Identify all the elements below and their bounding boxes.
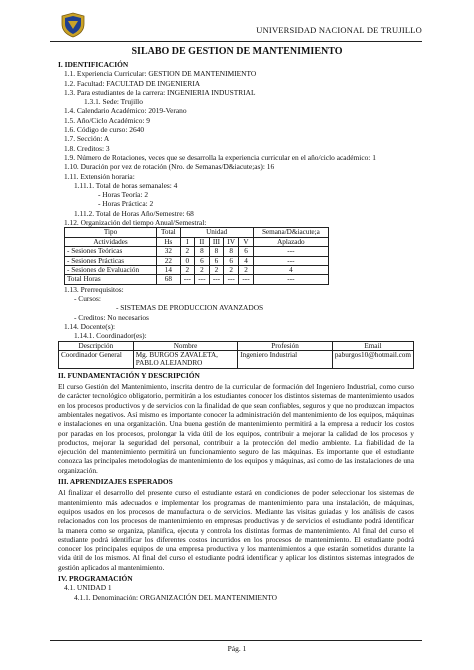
- footer-rule: [50, 640, 422, 641]
- table-header-cell: Profesión: [238, 341, 333, 350]
- text-line: 1.3.1. Sede: Trujillo: [84, 97, 143, 107]
- table-cell: ---: [253, 256, 328, 265]
- table-cell: - Sesiones Teóricas: [65, 247, 157, 256]
- table-cell: Coordinador General: [59, 350, 134, 368]
- table-header-cell: Tipo: [65, 228, 157, 237]
- table-cell: ---: [239, 275, 254, 284]
- text-line: 1.7. Sección: A: [64, 134, 110, 144]
- university-logo-icon: [60, 12, 86, 38]
- table-cell: Ingeniero Industrial: [238, 350, 333, 368]
- table-header-cell: Unidad: [180, 228, 253, 237]
- text-line: - Cursos:: [74, 294, 101, 304]
- docentes-table: [58, 341, 414, 369]
- table-row: [65, 265, 329, 274]
- table-cell: - Sesiones Prácticas: [65, 256, 157, 265]
- table-header-row: [65, 228, 329, 237]
- table-header-cell: Total: [157, 228, 181, 237]
- table-cell: ---: [253, 275, 328, 284]
- text-line: 1.14.1. Coordinador(es):: [74, 331, 147, 341]
- table-cell: - Sesiones de Evaluación: [65, 265, 157, 274]
- text-line: 1.4. Calendario Académico: 2019-Verano: [64, 106, 187, 116]
- table-header-cell: III: [209, 237, 224, 246]
- table-cell: 0: [180, 256, 195, 265]
- text-line: 1.11. Extensión horaria:: [64, 171, 135, 181]
- time-organization-table: [64, 227, 329, 284]
- table-header-cell: Actividades: [65, 237, 157, 246]
- table-header-cell: Hs: [157, 237, 181, 246]
- table-header-cell: IV: [224, 237, 239, 246]
- table-cell: 2: [239, 265, 254, 274]
- table-cell: 6: [239, 247, 254, 256]
- table-cell: ---: [209, 275, 224, 284]
- paragraph-aprendizajes: Al finalizar el desarrollo del presente curso el estudiante estará en condiciones de poder seleccionar los sistemas de mantenimiento más adecuados e implementar los programas de mantenimiento para una instalación, de máquinas, equipos usados en los procesos de manufactura o de servicios. Mediante las visitas guiadas y los análisis de casos relacionados con los procesos de mantenimiento en empresas productivas y de servicios el estudiante podrá identificar la manera como se organiza, planifica, ejecuta y controla los distintas formas de mantenimiento. Al final del curso el estudiante podrá identificar los diferentes costos incurridos en los procesos de mantenimiento. El estudiante podrá conocer los principales equipos de una empresa productiva y los mantenimientos a que estarán sometidos durante la vida útil de los mismos. Al final del curso el estudiante podrá identificar y aplicar los distintos sistemas integrados de gestión aplicados al mantenimiento.: [58, 488, 414, 572]
- table-cell: Total Horas: [65, 275, 157, 284]
- document-body: [58, 58, 414, 602]
- text-line: 1.3. Para estudiantes de la carrera: INGENIERIA INDUSTRIAL: [64, 87, 256, 97]
- section-heading-fundamentacion: II. FUNDAMENTACIÓN Y DESCRIPCIÓN: [58, 370, 200, 380]
- table-header-cell: II: [195, 237, 210, 246]
- table-cell: 2: [195, 265, 210, 274]
- table-cell: 68: [157, 275, 181, 284]
- table-cell: 22: [157, 256, 181, 265]
- section-heading-programacion: IV. PROGRAMACIÓN: [58, 574, 133, 584]
- table-cell: 4: [239, 256, 254, 265]
- section-heading-identificacion: I. IDENTIFICACIÓN: [58, 60, 129, 69]
- text-line: - Horas Práctica: 2: [98, 199, 154, 209]
- table-cell: 2: [224, 265, 239, 274]
- table-header-cell: Nombre: [133, 341, 238, 350]
- table-row: [59, 350, 414, 368]
- paragraph-fundamentacion: El curso Gestión del Mantenimiento, inscrita dentro de la curricular de formación del Ingeniero Industrial, como curso de carácter tecnológico obligatorio, permitirán a los estudiantes conocer los distintos sistemas de mantenimiento usados en los procesos productivos y de servicios con la finalidad de que sean confiables, seguros y que no produzcan impactos ambientales negativos. Así mismo es importante conocer la administración del mantenimiento de los equipos, máquinas e instalaciones en una organización. Una buena gestión de mantenimiento permitirá a la empresa a reducir los costos por paradas en los procesos, prolongar la vida útil de los equipos, contribuir a mejorar la calidad de los procesos y productos, mejorar la seguridad del personal, contribuir a la protección del medio ambiente. La fiabilidad de la ejecución del mantenimiento permitirá un funcionamiento seguro de las máquinas. Es importante que el estudiante conozca las principales metodologías de mantenimiento de los equipos y máquinas, así como de las instalaciones de una organización.: [58, 382, 414, 475]
- table-header-cell: Aplazado: [253, 237, 328, 246]
- text-line: 1.1. Experiencia Curricular: GESTION DE MANTENIMIENTO: [64, 69, 257, 79]
- table-cell: 32: [157, 247, 181, 256]
- text-line: 1.14. Docente(s):: [64, 321, 116, 331]
- text-line: 1.10. Duración por vez de rotación (Nro. de Semanas/D&iacute;as): 16: [64, 162, 275, 172]
- text-line: 1.8. Creditos: 3: [64, 143, 110, 153]
- table-cell: 2: [180, 247, 195, 256]
- text-line: 1.11.1. Total de horas semanales: 4: [74, 180, 178, 190]
- email-link[interactable]: paburgos10@hotmail.com: [332, 350, 413, 368]
- table-cell: 14: [157, 265, 181, 274]
- text-line: 1.6. Código de curso: 2640: [64, 125, 145, 135]
- text-line: 1.12. Organización del tiempo Anual/Semestral:: [64, 218, 207, 228]
- text-line: 1.13. Prerrequisitos:: [64, 284, 124, 294]
- text-line: 1.11.2. Total de Horas Año/Semestre: 68: [74, 208, 194, 218]
- header-rule: [50, 41, 422, 42]
- table-cell: 6: [195, 256, 210, 265]
- table-cell: ---: [180, 275, 195, 284]
- text-line: - SISTEMAS DE PRODUCCION AVANZADOS: [116, 303, 264, 313]
- text-line: 4.1. UNIDAD 1: [64, 583, 112, 593]
- table-cell: ---: [224, 275, 239, 284]
- page-label: Pág.: [227, 644, 241, 653]
- page-footer: [0, 644, 474, 653]
- table-cell: ---: [253, 247, 328, 256]
- table-cell: 8: [209, 247, 224, 256]
- text-line: - Creditos: No necesarios: [74, 312, 149, 322]
- table-cell: 8: [224, 247, 239, 256]
- table-cell: 8: [195, 247, 210, 256]
- table-cell: 4: [253, 265, 328, 274]
- table-header-cell: I: [180, 237, 195, 246]
- table-header-cell: V: [239, 237, 254, 246]
- table-header-row: [65, 237, 329, 246]
- university-name: UNIVERSIDAD NACIONAL DE TRUJILLO: [256, 25, 422, 35]
- table-cell: ---: [195, 275, 210, 284]
- table-header-cell: Email: [332, 341, 413, 350]
- table-header-cell: Semana/D&iacute;a: [253, 228, 328, 237]
- table-cell: Mg. BURGOS ZAVALETA, PABLO ALEJANDRO: [133, 350, 238, 368]
- page-title: SILABO DE GESTION DE MANTENIMIENTO: [131, 46, 343, 57]
- table-header-row: [59, 341, 414, 350]
- table-cell: 2: [180, 265, 195, 274]
- table-cell: 6: [209, 256, 224, 265]
- table-cell: 6: [224, 256, 239, 265]
- text-line: - Horas Teoría: 2: [98, 190, 149, 200]
- table-row: [65, 247, 329, 256]
- page-number: 1: [242, 644, 247, 653]
- section-heading-aprendizajes: III. APRENDIZAJES ESPERADOS: [58, 477, 173, 487]
- text-line: 1.9. Número de Rotaciones, veces que se desarrolla la experiencia curricular en el año/ciclo académico: 1: [64, 152, 376, 162]
- text-line: 1.5. Año/Ciclo Académico: 9: [64, 115, 151, 125]
- table-row: [65, 275, 329, 284]
- page-header: [50, 12, 422, 42]
- text-line: 4.1.1. Denominación: ORGANIZACIÓN DEL MANTENIMIENTO: [74, 592, 278, 602]
- table-row: [65, 256, 329, 265]
- table-cell: 2: [209, 265, 224, 274]
- text-line: 1.2. Facultad: FACULTAD DE INGENIERIA: [64, 78, 201, 88]
- table-header-cell: Descripción: [59, 341, 134, 350]
